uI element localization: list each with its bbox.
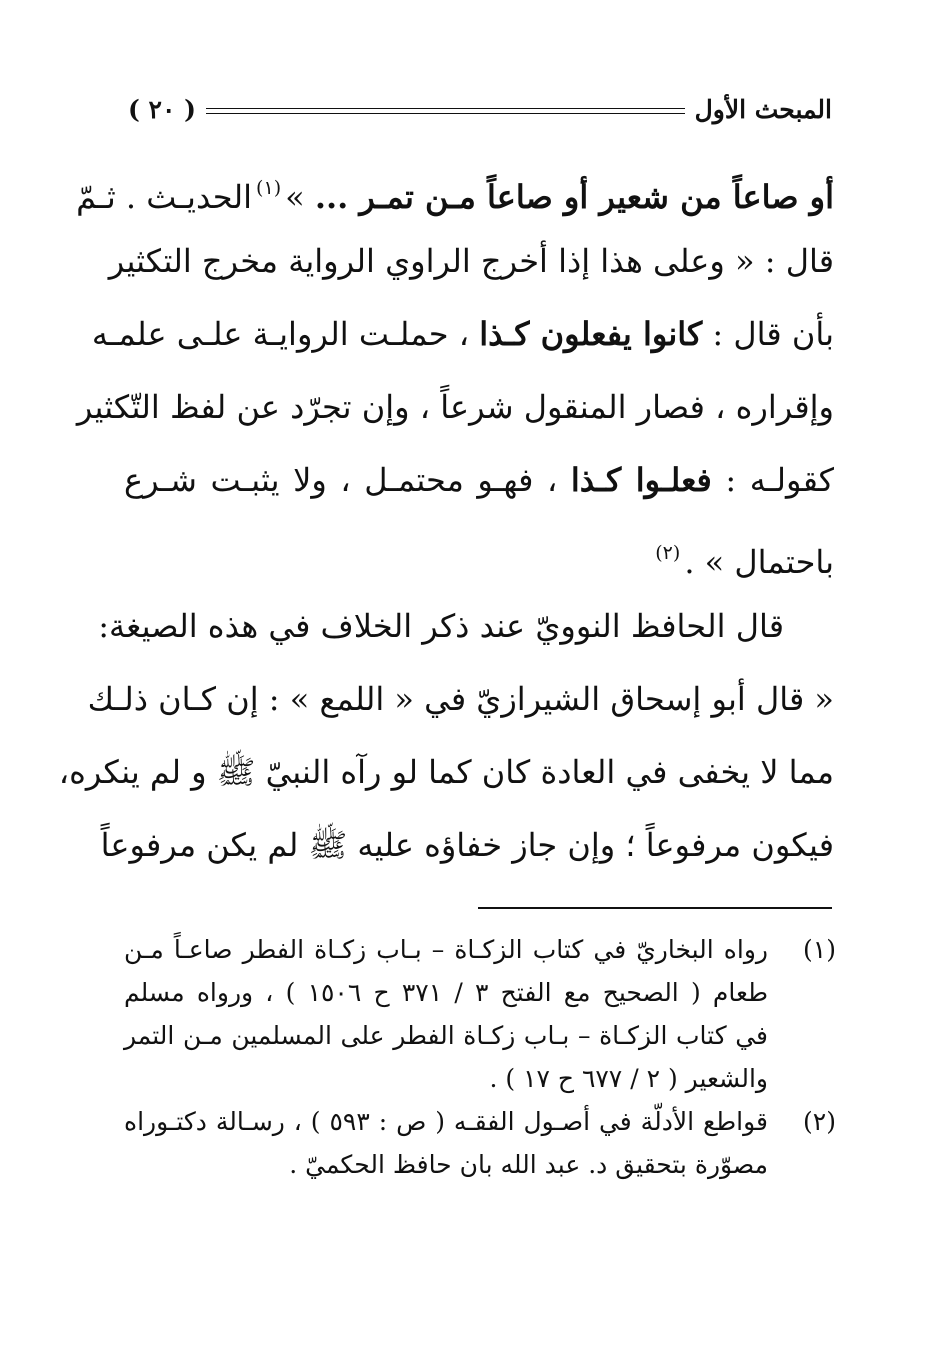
text-line: بأن قال : كانوا يفعلون كـذا ، حملـت الروايـة علـى علمـه: [91, 315, 834, 353]
header-rule: [206, 108, 685, 114]
footnote-2: [124, 1100, 836, 1186]
footnote-1: [124, 928, 836, 1100]
text-line: وإقراره ، فصار المنقول شرعاً ، وإن تجرّد عن لفظ التّكثير: [76, 388, 834, 426]
chapter-title: المبحث الأول: [694, 95, 832, 124]
footnote-line: طعام ( الصحيح مع الفتح ٣ / ٣٧١ ح ١٥٠٦ ) ، ورواه مسلم: [124, 978, 768, 1007]
page-header: [128, 80, 832, 124]
text-line: فيكون مرفوعاً ؛ وإن جاز خفاؤه عليه ﷺ لم يكن مرفوعاً: [100, 826, 834, 864]
footnote-number: (١): [803, 935, 836, 964]
text-line: مما لا يخفى في العادة كان كما لو رآه النبيّ ﷺ و لم ينكره،: [58, 753, 834, 791]
text-line: قال الحافظ النوويّ عند ذكر الخلاف في هذه الصيغة:: [98, 607, 784, 645]
footnote-line: مصوّرة بتحقيق د. عبد الله بان حافظ الحكميّ .: [289, 1150, 768, 1179]
footnotes: [124, 928, 836, 1186]
quoted-hadith: أو صاعاً من شعير أو صاعاً مـن تمـر ...: [314, 178, 834, 216]
footnote-separator: [478, 907, 832, 909]
footnote-line: قواطع الأدلّة في أصـول الفقـه ( ص : ٥٩٣ ) ، رسـالة دكتـوراه: [124, 1107, 768, 1136]
footnote-line: في كتاب الزكـاة – بـاب زكـاة الفطر على المسلمين مـن التمر: [124, 1021, 768, 1050]
text-line: أو صاعاً من شعير أو صاعاً مـن تمـر ... »$^{(١)}$الحديـث . ثـمّ: [76, 177, 834, 216]
text-line: « قال أبو إسحاق الشيرازيّ في « اللمع » : إن كـان ذلـك: [87, 680, 834, 718]
text-line: باحتمال » .$^{(٢)}$: [124, 517, 834, 590]
footnote-ref-1: (١): [256, 177, 282, 199]
text-line: كقولـه : فعلـوا كـذا ، فهـو محتمـل ، ولا يثبـت شـرع: [124, 461, 835, 499]
bold-phrase: فعلـوا كـذا: [570, 461, 712, 499]
footnote-number: (٢): [803, 1107, 836, 1136]
footnote-line: رواه البخاريّ في كتاب الزكـاة – بـاب زكـاة الفطر صاعـاً مـن: [124, 935, 768, 964]
footnote-ref-2: (٢): [655, 542, 681, 564]
text-line: قال : « وعلى هذا إذا أخرج الراوي الرواية مخرج التكثير: [108, 242, 834, 280]
page-number: ( ٢٠ ): [128, 95, 196, 124]
bold-phrase: كانوا يفعلون كـذا: [479, 315, 703, 353]
footnote-line: والشعير ( ٢ / ٦٧٧ ح ١٧ ) .: [489, 1064, 768, 1093]
main-text: [58, 152, 835, 882]
